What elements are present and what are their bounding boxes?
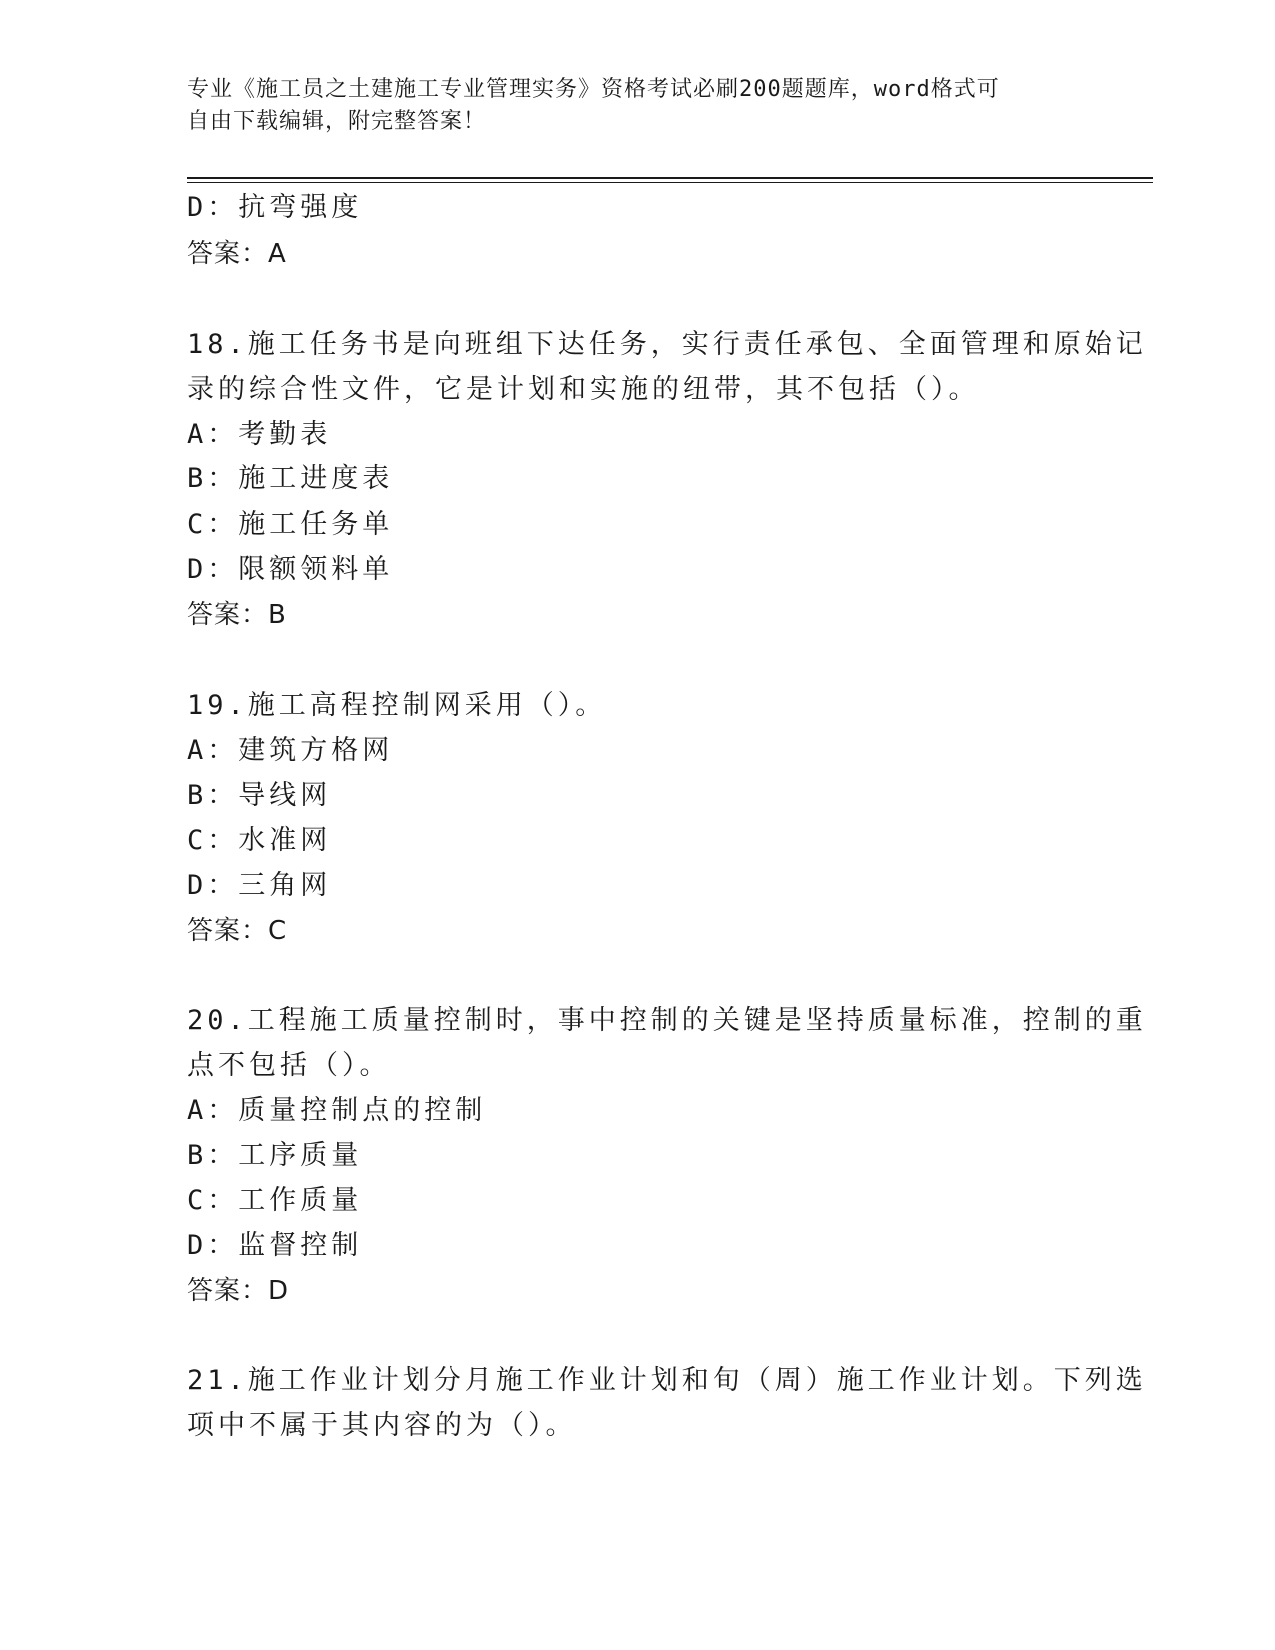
question-19-option-c: C：水准网 xyxy=(187,825,332,856)
question-19-answer: 答案：C xyxy=(187,916,288,946)
header-title-line-1: 专业《施工员之土建施工专业管理实务》资格考试必刷200题题库，word格式可 xyxy=(187,77,1000,102)
question-19-option-b: B：导线网 xyxy=(187,780,332,811)
question-18-stem-line-1: 18.施工任务书是向班组下达任务，实行责任承包、全面管理和原始记 xyxy=(187,329,1147,360)
question-20-option-b: B：工序质量 xyxy=(187,1140,363,1171)
header-title-line-2: 自由下载编辑，附完整答案！ xyxy=(187,109,487,134)
question-19-stem-line-1: 19.施工高程控制网采用（）。 xyxy=(187,690,607,721)
question-19-option-a: A：建筑方格网 xyxy=(187,735,394,766)
question-18-answer: 答案：B xyxy=(187,600,287,630)
question-17-answer: 答案：A xyxy=(187,239,287,269)
question-18-option-b: B：施工进度表 xyxy=(187,463,394,494)
question-20-option-d: D：监督控制 xyxy=(187,1230,363,1261)
question-20-stem-line-2: 点不包括（）。 xyxy=(187,1050,391,1081)
question-18-option-d: D：限额领料单 xyxy=(187,554,394,585)
question-20-option-a: A：质量控制点的控制 xyxy=(187,1095,487,1126)
page-header xyxy=(187,74,1087,138)
question-20-option-c: C：工作质量 xyxy=(187,1185,363,1216)
question-20-stem-line-1: 20.工程施工质量控制时，事中控制的关键是坚持质量标准，控制的重 xyxy=(187,1005,1147,1036)
question-18-stem-line-2: 录的综合性文件，它是计划和实施的纽带，其不包括（）。 xyxy=(187,374,980,405)
header-divider xyxy=(187,177,1153,183)
question-17-option-d: D：抗弯强度 xyxy=(187,192,363,223)
question-18-option-a: A：考勤表 xyxy=(187,419,332,450)
question-19-option-d: D：三角网 xyxy=(187,870,332,901)
question-18-option-c: C：施工任务单 xyxy=(187,509,394,540)
question-21-stem-line-1: 21.施工作业计划分月施工作业计划和旬（周）施工作业计划。下列选 xyxy=(187,1365,1147,1396)
question-20-answer: 答案：D xyxy=(187,1276,290,1306)
question-21-stem-line-2: 项中不属于其内容的为（）。 xyxy=(187,1410,577,1441)
